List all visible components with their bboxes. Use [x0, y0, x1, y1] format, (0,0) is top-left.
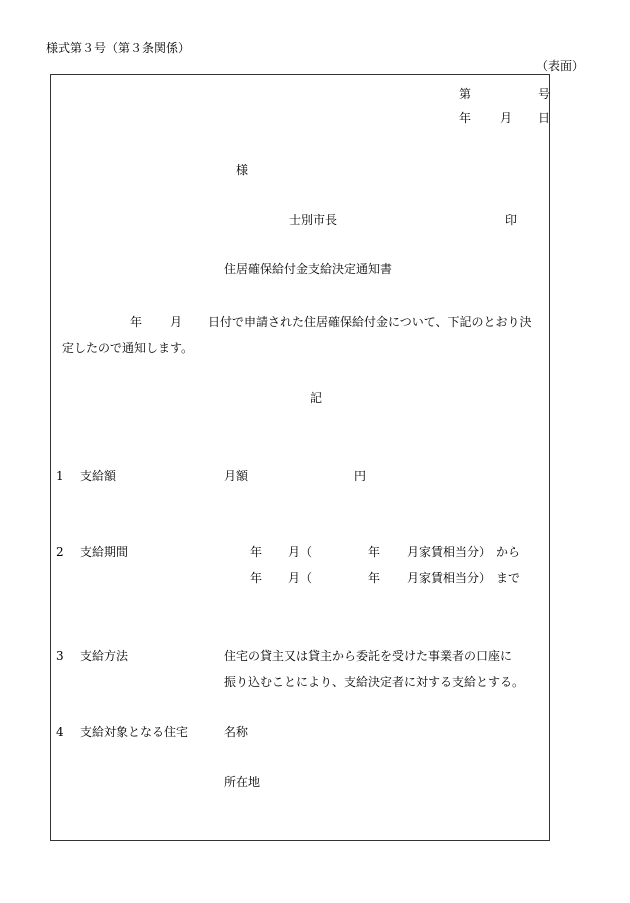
period-from-year: 年: [250, 545, 263, 559]
date-year: 年: [459, 111, 472, 125]
form-number: 様式第３号（第３条関係）: [46, 41, 191, 55]
period-from-rent: 月家賃相当分）: [407, 545, 492, 559]
date-day: 日: [538, 111, 551, 125]
addressee-suffix: 様: [236, 163, 249, 177]
housing-name-label: 名称: [224, 725, 249, 739]
body-line-2: 定したので通知します。: [62, 341, 194, 355]
item-4-label: 支給対象となる住宅: [80, 725, 189, 739]
item-2-label: 支給期間: [80, 545, 129, 559]
period-from-rent-year: 年: [368, 545, 381, 559]
period-to-rent-year: 年: [368, 571, 381, 585]
item-4-number: 4: [56, 725, 64, 739]
number-prefix: 第: [459, 87, 472, 101]
ki-heading: 記: [310, 391, 323, 405]
issuer: 士別市長: [289, 213, 338, 227]
body-line-1: 日付で申請された住居確保給付金について、下記のとおり決: [208, 315, 532, 329]
item-3-label: 支給方法: [80, 649, 129, 663]
date-month: 月: [500, 111, 513, 125]
seal: 印: [505, 213, 518, 227]
period-to-year: 年: [250, 571, 263, 585]
method-line-1: 住宅の貸主又は貸主から委託を受けた事業者の口座に: [224, 649, 513, 663]
period-from-month: 月（: [288, 545, 313, 559]
method-line-2: 振り込むことにより、支給決定者に対する支給とする。: [224, 675, 525, 689]
item-1-label: 支給額: [80, 469, 117, 483]
period-to-suffix: まで: [496, 571, 521, 585]
period-to-rent: 月家賃相当分）: [407, 571, 492, 585]
body-date-year: 年: [130, 315, 143, 329]
housing-address-label: 所在地: [224, 775, 261, 789]
document-title: 住居確保給付金支給決定通知書: [224, 262, 393, 276]
item-1-number: 1: [56, 469, 64, 483]
side-label: （表面）: [536, 59, 585, 73]
item-3-number: 3: [56, 649, 64, 663]
item-1-prefix: 月額: [224, 469, 249, 483]
item-2-number: 2: [56, 545, 64, 559]
period-from-suffix: から: [496, 545, 521, 559]
body-date-month: 月: [170, 315, 183, 329]
number-suffix: 号: [538, 87, 551, 101]
item-1-unit: 円: [354, 469, 367, 483]
period-to-month: 月（: [288, 571, 313, 585]
